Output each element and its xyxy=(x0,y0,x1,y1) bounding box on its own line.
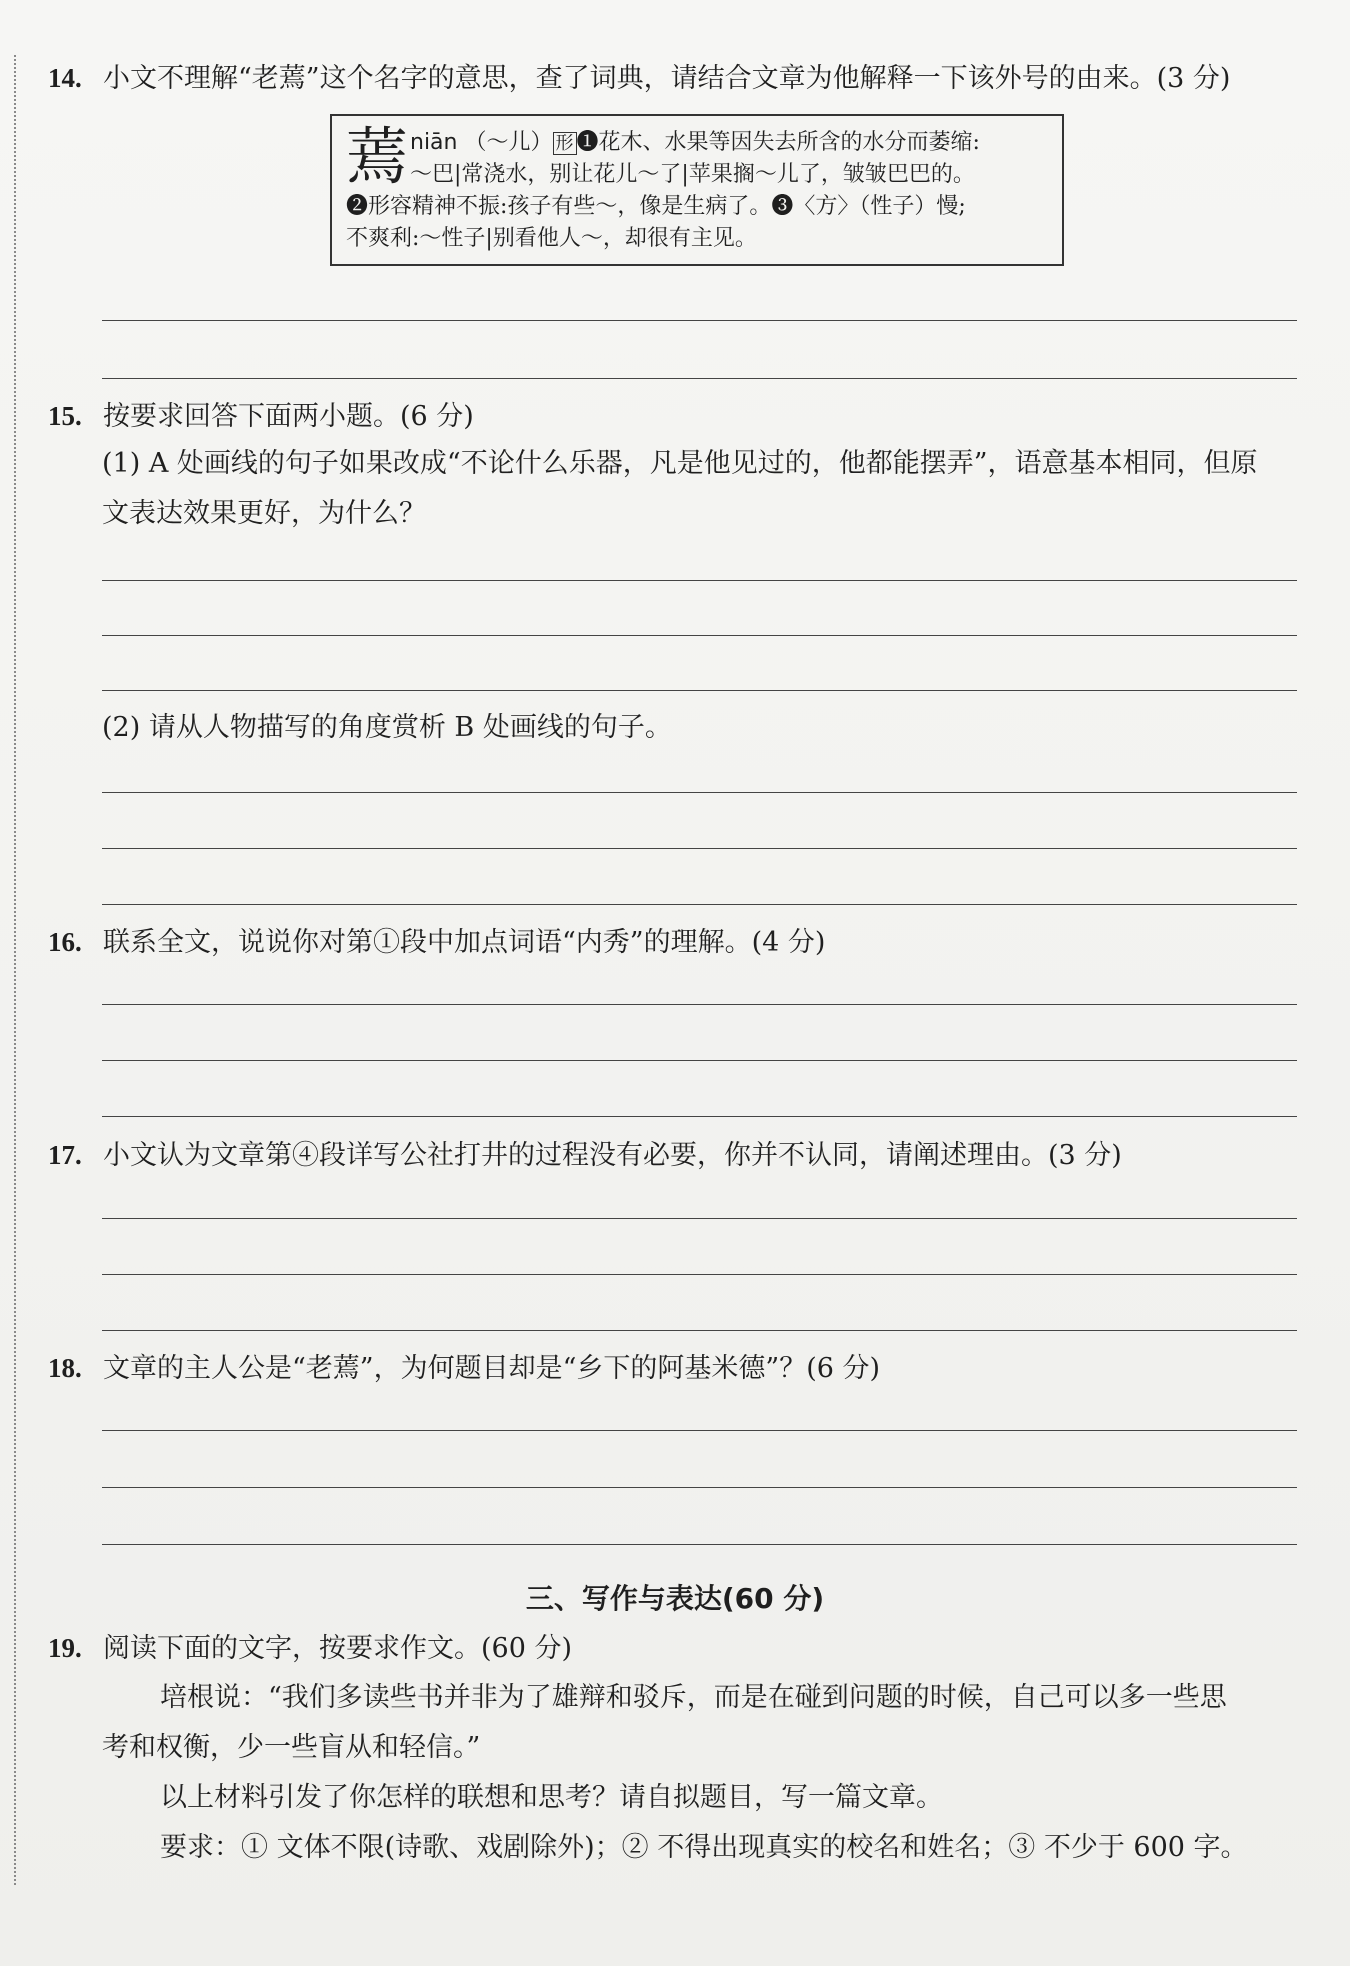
question-number: 17. xyxy=(48,1140,82,1170)
answer-line[interactable] xyxy=(102,1004,1297,1005)
answer-line[interactable] xyxy=(102,1274,1297,1275)
question-17 xyxy=(48,1137,1122,1174)
answer-line[interactable] xyxy=(102,1330,1297,1331)
answer-line[interactable] xyxy=(102,690,1297,691)
dictionary-entry-box xyxy=(330,114,1064,266)
answer-line[interactable] xyxy=(102,1116,1297,1117)
question-number: 19. xyxy=(48,1633,82,1663)
writing-requirements: 要求：① 文体不限(诗歌、戏剧除外)；② 不得出现真实的校名和姓名；③ 不少于 600 字。 xyxy=(160,1832,1248,1863)
question-text: 阅读下面的文字，按要求作文。(60 分) xyxy=(103,1633,573,1664)
question-number: 15. xyxy=(48,401,82,431)
question-15 xyxy=(48,398,474,435)
answer-line[interactable] xyxy=(102,635,1297,636)
dictionary-line-4: 不爽利:～性子|别看他人～，却很有主见。 xyxy=(346,226,757,251)
answer-line[interactable] xyxy=(102,378,1297,379)
answer-line[interactable] xyxy=(102,1544,1297,1545)
sub-question-1-line-1: (1) A 处画线的句子如果改成“不论什么乐器，凡是他见过的，他都能摆弄”，语意基本相同，但原 xyxy=(102,448,1258,479)
question-number: 14. xyxy=(48,63,82,93)
answer-line[interactable] xyxy=(102,904,1297,905)
dictionary-definition-1: ❶花木、水果等因失去所含的水分而萎缩: xyxy=(576,130,980,155)
answer-line[interactable] xyxy=(102,580,1297,581)
question-18 xyxy=(48,1350,880,1387)
answer-line[interactable] xyxy=(102,1430,1297,1431)
dictionary-line-3: ❷形容精神不振:孩子有些～，像是生病了。❸〈方〉（性子）慢; xyxy=(346,194,966,219)
part-of-speech-badge: 形 xyxy=(553,132,577,155)
question-number: 16. xyxy=(48,927,82,957)
dictionary-pinyin: niān xyxy=(410,130,458,155)
answer-line[interactable] xyxy=(102,792,1297,793)
dictionary-line-2: ～巴|常浇水，别让花儿～了|苹果搁～儿了，皱皱巴巴的。 xyxy=(410,162,975,187)
question-19 xyxy=(48,1630,572,1667)
answer-line[interactable] xyxy=(102,1060,1297,1061)
answer-line[interactable] xyxy=(102,1487,1297,1488)
question-text: 小文认为文章第④段详写公社打井的过程没有必要，你并不认同，请阐述理由。(3 分) xyxy=(103,1140,1122,1171)
question-number: 18. xyxy=(48,1353,82,1383)
question-16 xyxy=(48,924,825,961)
answer-line[interactable] xyxy=(102,320,1297,321)
question-text: 文章的主人公是“老蔫”，为何题目却是“乡下的阿基米德”？(6 分) xyxy=(103,1353,881,1384)
dictionary-headword: 蔫 xyxy=(346,120,409,193)
question-text: 小文不理解“老蔫”这个名字的意思，查了词典，请结合文章为他解释一下该外号的由来。(3 分) xyxy=(103,63,1231,94)
quote-line-2: 考和权衡，少一些盲从和轻信。” xyxy=(102,1732,481,1763)
dictionary-variant: （～儿） xyxy=(464,130,553,155)
question-text: 联系全文，说说你对第①段中加点词语“内秀”的理解。(4 分) xyxy=(103,927,826,958)
writing-prompt: 以上材料引发了你怎样的联想和思考？请自拟题目，写一篇文章。 xyxy=(160,1782,943,1813)
question-text: 按要求回答下面两小题。(6 分) xyxy=(103,401,474,432)
section-title: 三、写作与表达(60 分) xyxy=(525,1582,825,1615)
sub-question-1-line-2: 文表达效果更好，为什么？ xyxy=(102,498,426,529)
question-14 xyxy=(48,60,1230,97)
answer-line[interactable] xyxy=(102,848,1297,849)
answer-line[interactable] xyxy=(102,1218,1297,1219)
dictionary-line-1 xyxy=(410,128,980,159)
quote-line-1: 培根说：“我们多读些书并非为了雄辩和驳斥，而是在碰到问题的时候，自己可以多一些思 xyxy=(160,1682,1227,1713)
sub-question-2: (2) 请从人物描写的角度赏析 B 处画线的句子。 xyxy=(102,712,672,743)
